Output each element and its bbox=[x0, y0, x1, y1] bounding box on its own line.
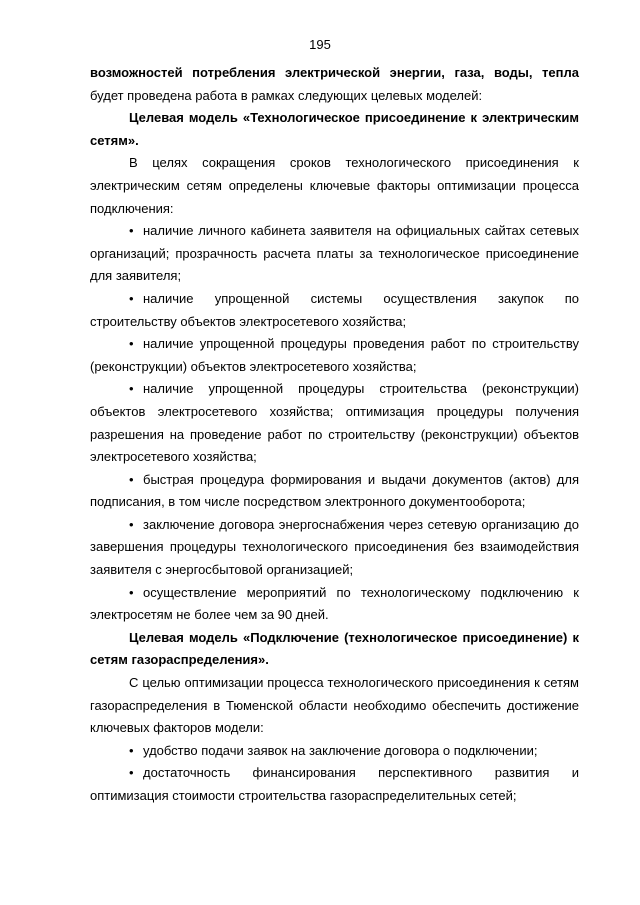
bullet-dot-icon: • bbox=[129, 471, 134, 487]
section1-bullet-item bbox=[90, 378, 579, 468]
bullet-text: наличие личного кабинета заявителя на официальных сайтах сетевых организаций; прозрачность расчета платы за технологическое присоединение для заявителя; bbox=[90, 223, 579, 284]
section1-bullet-item bbox=[90, 220, 579, 288]
bullet-text: наличие упрощенной процедуры строительства (реконструкции) объектов электросетевого хозяйства; оптимизация процедуры получения разрешения на проведение работ по строительству (реконструкции) объектов электросетевого хозяйства; bbox=[90, 381, 579, 465]
bullet-dot-icon: • bbox=[129, 516, 134, 532]
bullet-text: достаточность финансирования перспективного развития и оптимизация стоимости строительства газораспределительных сетей; bbox=[90, 765, 579, 803]
section2-bullet-item bbox=[90, 740, 579, 763]
bullet-text: быстрая процедура формирования и выдачи документов (актов) для подписания, в том числе посредством электронного документооборота; bbox=[90, 471, 579, 510]
bullet-text: заключение договора энергоснабжения через сетевую организацию до завершения процедуры технологического присоединения без взаимодействия заявителя с энергосбытовой организацией; bbox=[90, 516, 579, 578]
section1-bullet-item bbox=[90, 469, 579, 514]
bullet-text: наличие упрощенной процедуры проведения работ по строительству (реконструкции) объектов электросетевого хозяйства; bbox=[90, 336, 579, 374]
section2-heading: Целевая модель «Подключение (технологическое присоединение) к сетям газораспределения». bbox=[90, 629, 579, 668]
section1-bullet-item bbox=[90, 582, 579, 627]
section1-intro: В целях сокращения сроков технологического присоединения к электрическим сетям определены ключевые факторы оптимизации процесса подключения: bbox=[90, 155, 579, 216]
section1-bullet-item bbox=[90, 288, 579, 333]
bullet-dot-icon: • bbox=[129, 336, 134, 352]
document-body bbox=[90, 62, 579, 808]
bullet-dot-icon: • bbox=[129, 742, 134, 758]
bullet-dot-icon: • bbox=[129, 765, 134, 781]
section2-bullet-item bbox=[90, 762, 579, 807]
section2-intro: С целью оптимизации процесса технологического присоединения к сетям газораспределения в Тюменской области необходимо обеспечить достижение ключевых факторов модели: bbox=[90, 675, 579, 736]
section1-bullet-item bbox=[90, 333, 579, 378]
intro-rest-text: будет проведена работа в рамках следующих целевых моделей: bbox=[90, 87, 483, 103]
bullet-dot-icon: • bbox=[129, 584, 134, 600]
intro-paragraph bbox=[90, 62, 579, 107]
bullet-dot-icon: • bbox=[129, 381, 134, 397]
intro-bold-text: возможностей потребления электрической энергии, газа, воды, тепла bbox=[90, 65, 579, 80]
bullet-text: удобство подачи заявок на заключение договора о подключении; bbox=[143, 742, 538, 758]
section1-heading: Целевая модель «Технологическое присоединение к электрическим сетям». bbox=[90, 110, 579, 148]
page-number: 195 bbox=[309, 37, 331, 52]
bullet-text: осуществление мероприятий по технологическому подключению к электросетям не более чем за 90 дней. bbox=[90, 584, 579, 623]
bullet-text: наличие упрощенной системы осуществления закупок по строительству объектов электросетевого хозяйства; bbox=[90, 290, 579, 329]
bullet-dot-icon: • bbox=[129, 290, 134, 306]
section1-bullet-item bbox=[90, 514, 579, 582]
bullet-dot-icon: • bbox=[129, 223, 134, 239]
